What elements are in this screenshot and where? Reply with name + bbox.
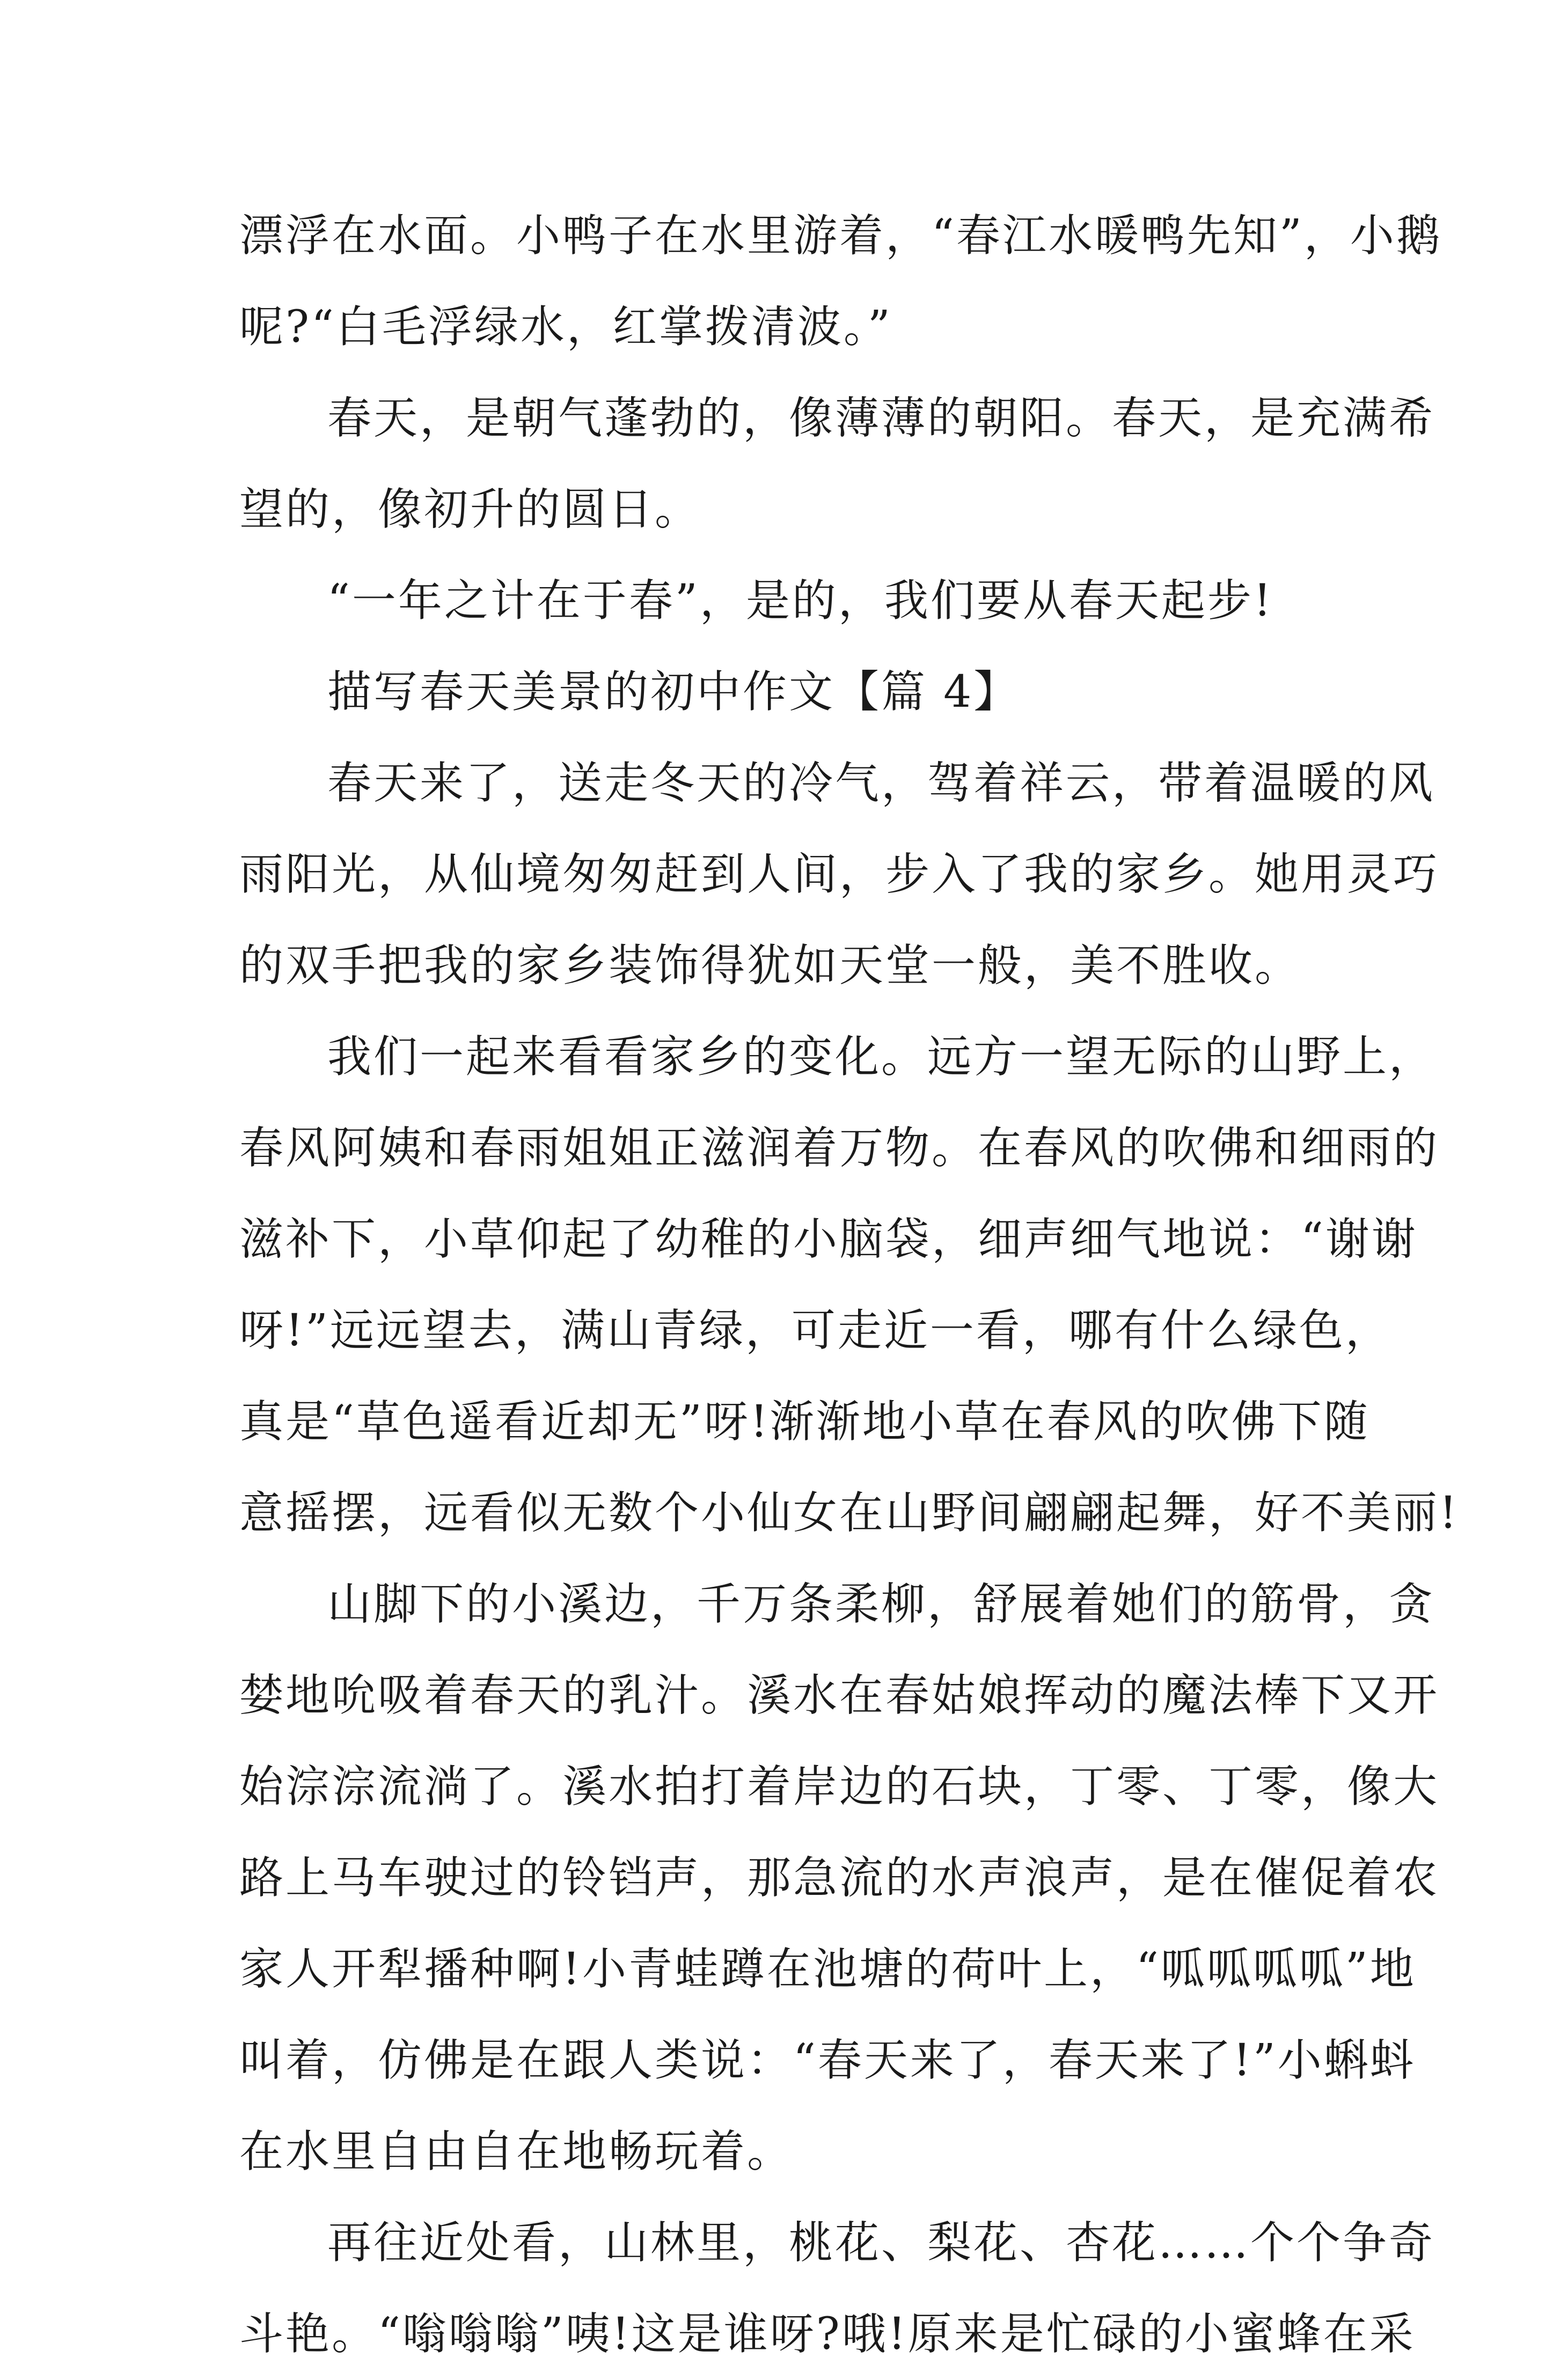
text-line: 斗艳。“嗡嗡嗡”咦!这是谁呀?哦!原来是忙碌的小蜜蜂在采 xyxy=(239,2309,1416,2360)
article-body xyxy=(239,191,1459,2380)
paragraph-start-line: 我们一起来看看家乡的变化。远方一望无际的山野上， xyxy=(327,1031,1435,1082)
text-line: 真是“草色遥看近却无”呀!渐渐地小草在春风的吹佛下随 xyxy=(239,1396,1370,1447)
text-line: 呢?“白毛浮绿水，红掌拨清波。” xyxy=(239,302,892,353)
text-line: 婪地吮吸着春天的乳汁。溪水在春姑娘挥动的魔法棒下又开 xyxy=(239,1670,1440,1721)
paragraph-start-line: 春天，是朝气蓬勃的，像薄薄的朝阳。春天，是充满希 xyxy=(327,393,1435,444)
paragraph-start-line: 再往近处看，山林里，桃花、梨花、杏花……个个争奇 xyxy=(327,2217,1435,2268)
text-line: 春风阿姨和春雨姐姐正滋润着万物。在春风的吹佛和细雨的 xyxy=(239,1123,1440,1174)
text-line: 的双手把我的家乡装饰得犹如天堂一般，美不胜收。 xyxy=(239,940,1301,991)
text-line: 雨阳光，从仙境匆匆赶到人间，步入了我的家乡。她用灵巧 xyxy=(239,849,1440,900)
text-line: 漂浮在水面。小鸭子在水里游着，“春江水暖鸭先知”，小鹅 xyxy=(239,210,1442,261)
paragraph-start-line: “一年之计在于春”，是的，我们要从春天起步! xyxy=(327,575,1273,626)
text-line: 始淙淙流淌了。溪水拍打着岸边的石块，丁零、丁零，像大 xyxy=(239,1761,1440,1812)
text-line: 家人开犁播种啊!小青蛙蹲在池塘的荷叶上，“呱呱呱呱”地 xyxy=(239,1944,1416,1995)
text-line: 在水里自由自在地畅玩着。 xyxy=(239,2126,794,2177)
text-line: 呀!”远远望去，满山青绿，可走近一看，哪有什么绿色， xyxy=(239,1305,1391,1356)
text-line: 路上马车驶过的铃铛声，那急流的水声浪声，是在催促着农 xyxy=(239,1852,1440,1903)
text-line: 望的，像初升的圆日。 xyxy=(239,484,701,535)
paragraph-start-line: 春天来了，送走冬天的冷气，驾着祥云，带着温暖的风 xyxy=(327,758,1435,809)
text-line: 叫着，仿佛是在跟人类说：“春天来了，春天来了!”小蝌蚪 xyxy=(239,2035,1416,2086)
text-line: 意摇摆，远看似无数个小仙女在山野间翩翩起舞，好不美丽! xyxy=(239,1488,1459,1539)
paragraph-start-line: 山脚下的小溪边，千万条柔柳，舒展着她们的筋骨，贪 xyxy=(327,1579,1435,1630)
section-heading: 描写春天美景的初中作文【篇 4】 xyxy=(327,667,1020,717)
text-line: 滋补下，小草仰起了幼稚的小脑袋，细声细气地说：“谢谢 xyxy=(239,1214,1418,1265)
